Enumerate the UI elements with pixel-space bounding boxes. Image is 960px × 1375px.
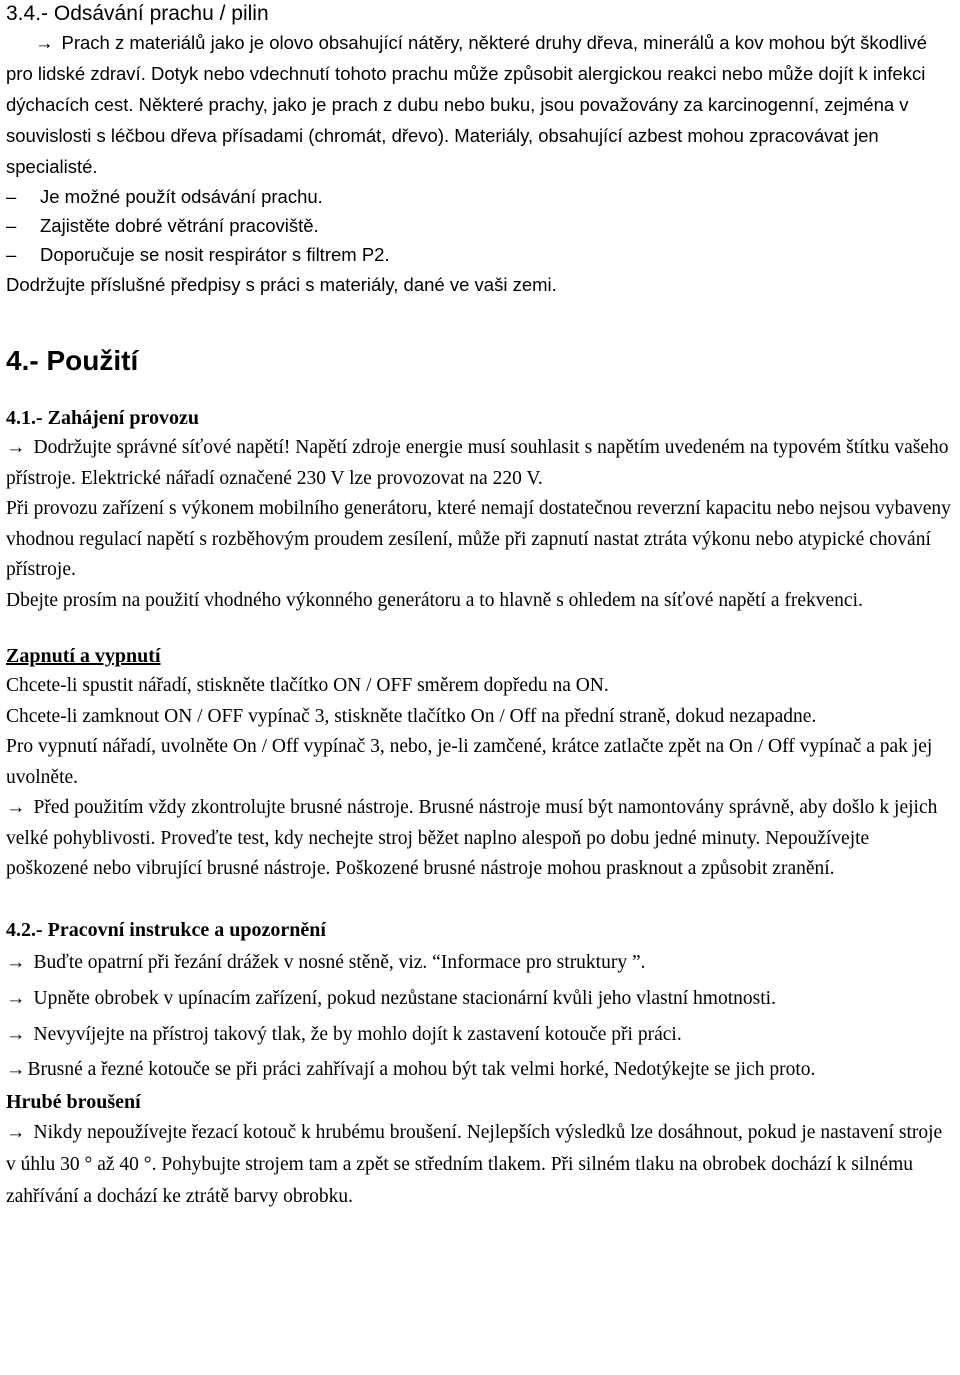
arrow-icon: → xyxy=(6,1121,26,1143)
subsection-heading-work: 4.2.- Pracovní instrukce a upozornění xyxy=(6,918,326,941)
start-paragraph-1-text: Dodržujte správné síťové napětí! Napětí zdroje energie musí souhlasit s napětím uvedeném na typovém štítku vašeho přístroje. Elektrické nářadí označené 230 V lze provozovat na 220 V. xyxy=(6,437,949,489)
switch-paragraph-3: Pro vypnutí nářadí, uvolněte On / Off vypínač 3, nebo, je-li zamčené, krátce zatlačte zpět na On / Off vypínač a pak jej uvolněte. xyxy=(6,736,933,788)
section-heading-usage: 4.- Použití xyxy=(6,345,139,376)
start-paragraph-2: Při provozu zařízení s výkonem mobilního generátoru, které nemají dostatečnou reverzní kapacitu nebo nejsou vybaveny vhodnou regulací napětí s rozběhovým proudem zesílení, může při zapnutí nastat ztráta výkonu nebo atypické chování přístroje. xyxy=(6,498,951,580)
work-item-1 xyxy=(6,945,954,981)
dash-icon: – xyxy=(6,215,17,236)
work-item-text: Nevyvíjejte na přístroj takový tlak, že by mohlo dojít k zastavení kotouče při práci. xyxy=(33,1023,682,1045)
switch-paragraph-4 xyxy=(6,793,954,885)
list-item-text: Doporučuje se nosit respirátor s filtrem P2. xyxy=(40,244,390,265)
rough-paragraph-text: Nikdy nepoužívejte řezací kotouč k hrubému broušení. Nejlepších výsledků lze dosáhnout, pokud je nastavení stroje v úhlu 30 ° až 40 °. Pohybujte strojem tam a zpět se středním tlakem. Při silném tlaku na obrobek dochází k silnému zahřívání a dochází ke ztrátě barvy obrobku. xyxy=(6,1121,943,1207)
section-heading-dust: 3.4.- Odsávání prachu / pilin xyxy=(6,2,269,25)
dust-paragraph-text: Prach z materiálů jako je olovo obsahující nátěry, některé druhy dřeva, minerálů a kov mohou být škodlivé pro lidské zdraví. Dotyk nebo vdechnutí tohoto prachu může způsobit alergickou reakci nebo může dojít k infekci dýchacích cest. Některé prachy, jako je prach z dubu nebo buku, jsou považovány za karcinogenní, zejména v souvislosti s léčbou dřeva přísadami (chromát, dřevo). Materiály, obsahující azbest mohou zpracovávat jen specialisté. xyxy=(6,32,927,177)
arrow-icon: → xyxy=(6,1058,26,1080)
dust-paragraph xyxy=(6,27,954,182)
work-item-4 xyxy=(6,1053,954,1087)
dust-list xyxy=(6,182,954,269)
subsection-heading-rough: Hrubé broušení xyxy=(6,1090,141,1113)
list-item xyxy=(6,240,954,269)
work-item-2 xyxy=(6,981,954,1017)
dash-icon: – xyxy=(6,186,17,207)
work-item-text: Buďte opatrní při řezání drážek v nosné stěně, viz. “Informace pro struktury ”. xyxy=(33,951,646,973)
list-item-text: Je možné použít odsávání prachu. xyxy=(40,186,323,207)
subsection-heading-start: 4.1.- Zahájení provozu xyxy=(6,407,199,429)
subsection-heading-switch: Zapnutí a vypnutí xyxy=(6,645,161,667)
arrow-icon: → xyxy=(6,1023,26,1045)
list-item-text: Zajistěte dobré větrání pracoviště. xyxy=(40,215,319,236)
dash-icon: – xyxy=(6,244,17,265)
switch-paragraph-2: Chcete-li zamknout ON / OFF vypínač 3, stiskněte tlačítko On / Off na přední straně, dokud nezapadne. xyxy=(6,705,817,727)
arrow-icon: → xyxy=(6,951,26,973)
arrow-icon: → xyxy=(6,437,26,458)
dust-closing: Dodržujte příslušné předpisy s práci s materiály, dané ve vaši zemi. xyxy=(6,274,557,295)
switch-paragraph-1: Chcete-li spustit nářadí, stiskněte tlačítko ON / OFF směrem dopředu na ON. xyxy=(6,675,609,696)
work-item-text: Upněte obrobek v upínacím zařízení, pokud nezůstane stacionární kvůli jeho vlastní hmotnosti. xyxy=(33,987,776,1009)
arrow-icon: → xyxy=(6,987,26,1009)
rough-paragraph xyxy=(6,1117,954,1213)
work-item-3 xyxy=(6,1017,954,1053)
list-item xyxy=(6,182,954,211)
document-page xyxy=(6,0,954,1213)
switch-paragraph-4-text: Před použitím vždy zkontrolujte brusné nástroje. Brusné nástroje musí být namontovány správně, aby došlo k jejich velké pohyblivosti. Proveďte test, kdy nechejte stroj běžet naplno alespoň po dobu jedné minuty. Nepoužívejte poškozené nebo vibrující brusné nástroje. Poškozené brusné nástroje mohou prasknout a způsobit zranění. xyxy=(6,797,938,879)
arrow-icon: → xyxy=(6,797,26,818)
arrow-icon: → xyxy=(35,32,54,53)
start-paragraph-3: Dbejte prosím na použití vhodného výkonného generátoru a to hlavně s ohledem na síťové napětí a frekvenci. xyxy=(6,589,863,611)
work-item-text: Brusné a řezné kotouče se při práci zahřívají a mohou být tak velmi horké, Nedotýkejte se jich proto. xyxy=(27,1058,816,1080)
list-item xyxy=(6,211,954,240)
start-paragraph-1 xyxy=(6,433,954,494)
